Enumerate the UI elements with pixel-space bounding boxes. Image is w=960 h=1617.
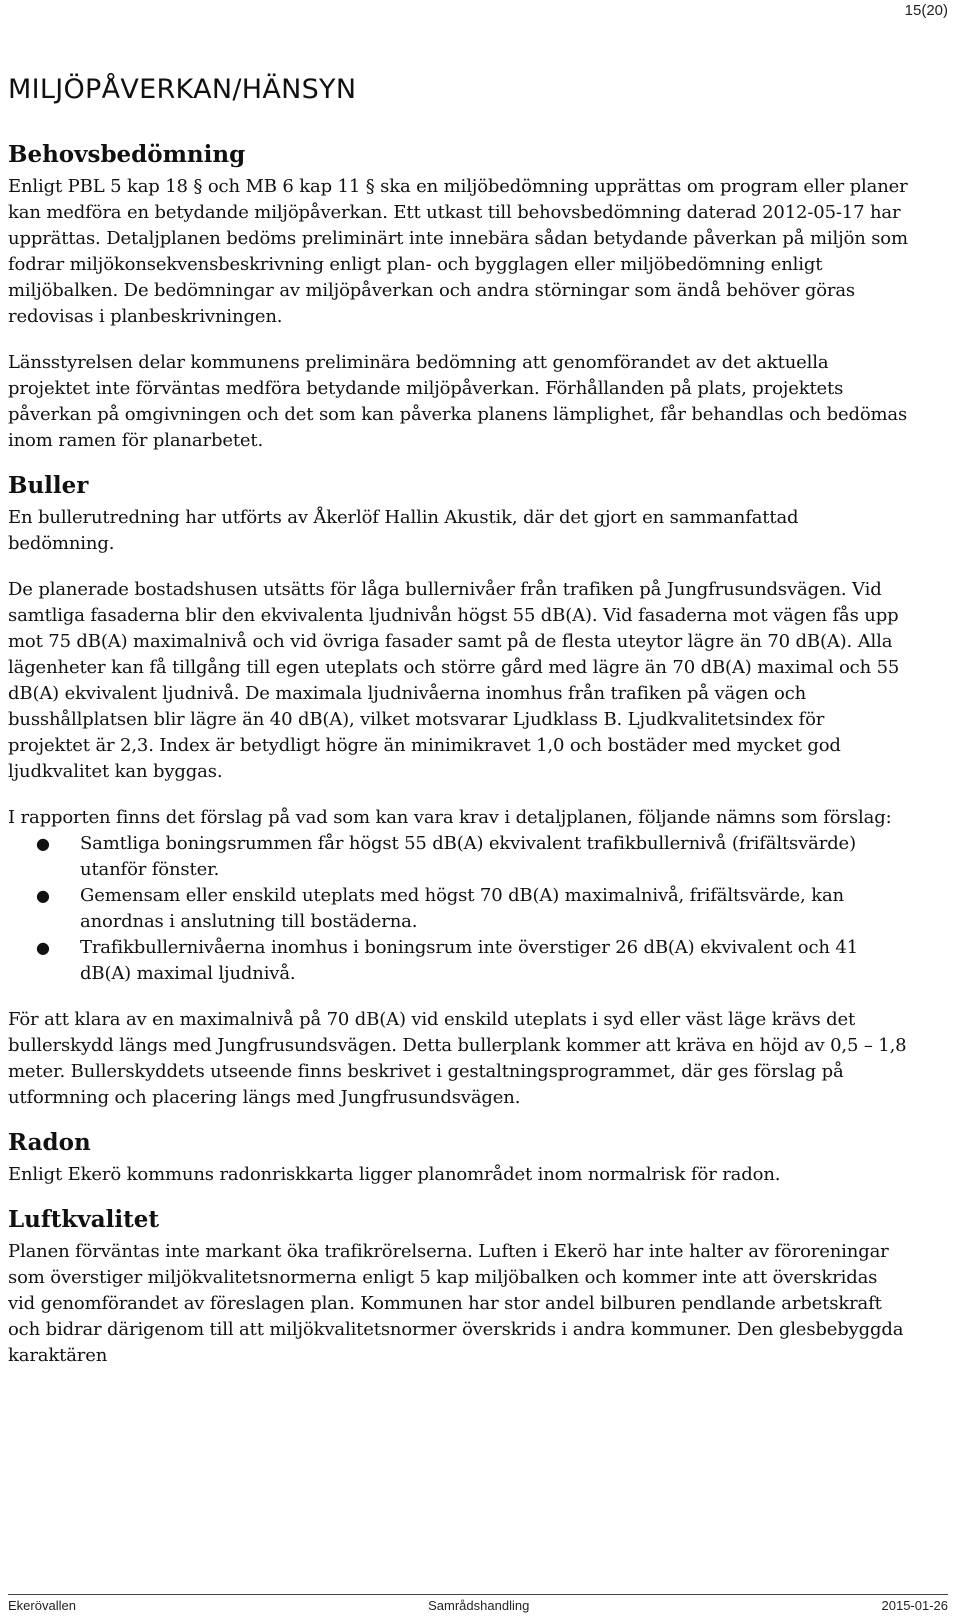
paragraph-radon-1: Enligt Ekerö kommuns radonriskkarta ligger planområdet inom normalrisk för radon.: [8, 1164, 781, 1185]
bullet-icon: ●: [36, 834, 50, 853]
footer-project: Ekerövallen: [8, 1598, 76, 1613]
list-item-text: Samtliga boningsrummen får högst 55 dB(A) ekvivalent trafikbullernivå (frifältsvärde) utanför fönster.: [80, 833, 856, 880]
list-item: [36, 883, 908, 935]
paragraph-behov-1: Enligt PBL 5 kap 18 § och MB 6 kap 11 § ska en miljöbedömning upprättas om program eller planer kan medföra en betydande miljöpåverkan. Ett utkast till behovsbedömning daterad 2012-05-17 har upprättas. Detaljplanen bedöms preliminärt inte innebära sådan betydande påverkan på miljön som fodrar miljökonsekvensbeskrivning enligt plan- och bygglagen eller miljöbedömning enligt miljöbalken. De bedömningar av miljöpåverkan och andra störningar som ändå behöver göras redovisas i planbeskrivningen.: [8, 176, 908, 327]
paragraph-behov-2: Länsstyrelsen delar kommunens preliminära bedömning att genomförandet av det aktuella projektet inte förväntas medföra betydande miljöpåverkan. Förhållanden på plats, projektets påverkan på omgivningen och det som kan påverka planens lämplighet, får behandlas och bedömas inom ramen för planarbetet.: [8, 352, 908, 451]
paragraph-buller-3: I rapporten finns det förslag på vad som kan vara krav i detaljplanen, följande nämns som förslag:: [8, 807, 892, 828]
list-item: [36, 935, 908, 987]
paragraph-buller-2: De planerade bostadshusen utsätts för låga bullernivåer från trafiken på Jungfrusundsvägen. Vid samtliga fasaderna blir den ekvivalenta ljudnivån högst 55 dB(A). Vid fasaderna mot vägen fås upp mot 75 dB(A) maximalnivå och vid övriga fasader samt på de flesta uteytor lägre än 70 dB(A). Alla lägenheter kan få tillgång till egen uteplats och större gård med lägre än 70 dB(A) maximal och 55 dB(A) ekvivalent ljudnivå. De maximala ljudnivåerna inomhus från trafiken på vägen och busshållplatsen blir lägre än 40 dB(A), vilket motsvarar Ljudklass B. Ljudkvalitetsindex för projektet är 2,3. Index är betydligt högre än minimikravet 1,0 och bostäder med mycket god ljudkvalitet kan byggas.: [8, 579, 900, 782]
document-body: [8, 74, 908, 1369]
page-number: 15(20): [904, 2, 948, 19]
list-item-text: Gemensam eller enskild uteplats med högst 70 dB(A) maximalnivå, frifältsvärde, kan anordnas i anslutning till bostäderna.: [80, 885, 844, 932]
list-item-text: Trafikbullernivåerna inomhus i boningsrum inte överstiger 26 dB(A) ekvivalent och 41 dB(A) maximal ljudnivå.: [80, 937, 859, 984]
page-footer: [8, 1594, 948, 1613]
page-title: MILJÖPÅVERKAN/HÄNSYN: [8, 74, 357, 105]
paragraph-luft-1: Planen förväntas inte markant öka trafikrörelserna. Luften i Ekerö har inte halter av föroreningar som överstiger miljökvalitetsnormerna enligt 5 kap miljöbalken och kommer inte att överskridas vid genomförandet av föreslagen plan. Kommunen har stor andel bilburen pendlande arbetskraft och bidrar därigenom till att miljökvalitetsnormer överskrids i andra kommuner. Den glesbebyggda karaktären: [8, 1241, 904, 1366]
heading-behovsbedomning: Behovsbedömning: [8, 141, 246, 168]
footer-date: 2015-01-26: [881, 1598, 948, 1613]
footer-document-type: Samrådshandling: [428, 1598, 530, 1613]
paragraph-buller-4: För att klara av en maximalnivå på 70 dB(A) vid enskild uteplats i syd eller väst läge krävs det bullerskydd längs med Jungfrusundsvägen. Detta bullerplank kommer att kräva en höjd av 0,5 – 1,8 meter. Bullerskyddets utseende finns beskrivet i gestaltningsprogrammet, där ges förslag på utformning och placering längs med Jungfrusundsvägen.: [8, 1009, 907, 1108]
bullet-list: [8, 831, 908, 987]
heading-radon: Radon: [8, 1129, 91, 1156]
paragraph-buller-1: En bullerutredning har utförts av Åkerlöf Hallin Akustik, där det gjort en sammanfattad bedömning.: [8, 507, 799, 554]
bullet-icon: ●: [36, 938, 50, 957]
bullet-icon: ●: [36, 886, 50, 905]
heading-buller: Buller: [8, 472, 89, 499]
list-item: [36, 831, 908, 883]
heading-luftkvalitet: Luftkvalitet: [8, 1206, 159, 1233]
